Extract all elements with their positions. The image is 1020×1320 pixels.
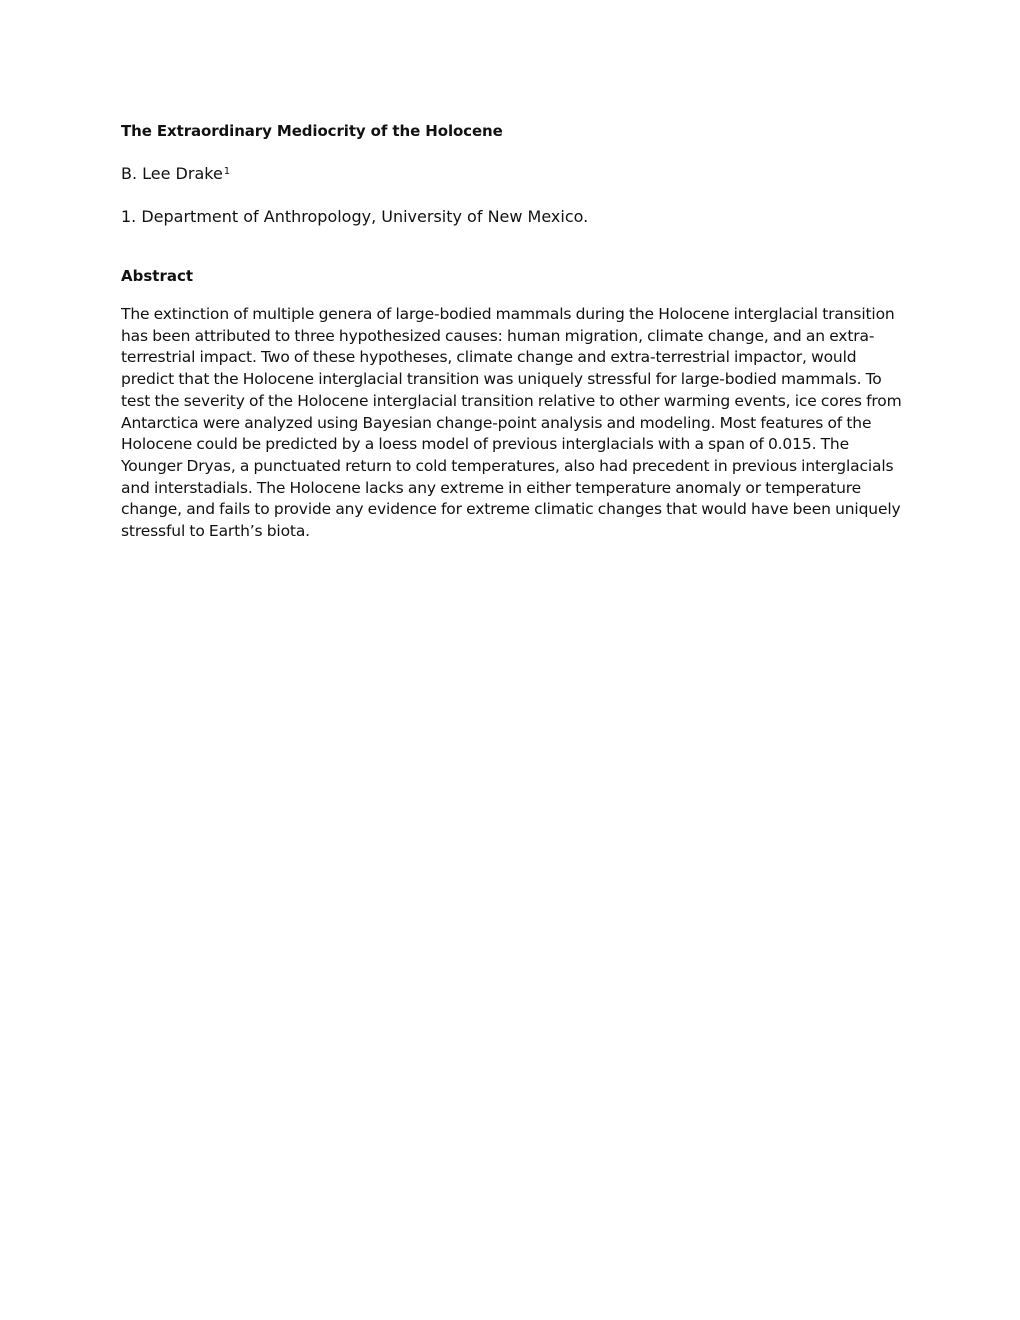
affiliation: 1. Department of Anthropology, University of New Mexico. — [121, 207, 589, 226]
abstract-heading: Abstract — [121, 267, 194, 285]
paper-page — [121, 120, 911, 543]
author-line — [121, 163, 911, 185]
affiliation-marker: 1 — [223, 166, 231, 177]
author-name: B. Lee Drake — [121, 164, 223, 183]
abstract-text: The extinction of multiple genera of large-bodied mammals during the Holocene interglacial transition has been attributed to three hypothesized causes: human migration, climate change, and an extra-terrestrial impact. Two of these hypotheses, climate change and extra-terrestrial impactor, would predict that the Holocene interglacial transition was uniquely stressful for large-bodied mammals. To test the severity of the Holocene interglacial transition relative to other warming events, ice cores from Antarctica were analyzed using Bayesian change-point analysis and modeling. Most features of the Holocene could be predicted by a loess model of previous interglacials with a span of 0.015. The Younger Dryas, a punctuated return to cold temperatures, also had precedent in previous interglacials and interstadials. The Holocene lacks any extreme in either temperature anomaly or temperature change, and fails to provide any evidence for extreme climatic changes that would have been uniquely stressful to Earth’s biota. — [121, 305, 902, 541]
paper-title: The Extraordinary Mediocrity of the Holocene — [121, 122, 503, 140]
